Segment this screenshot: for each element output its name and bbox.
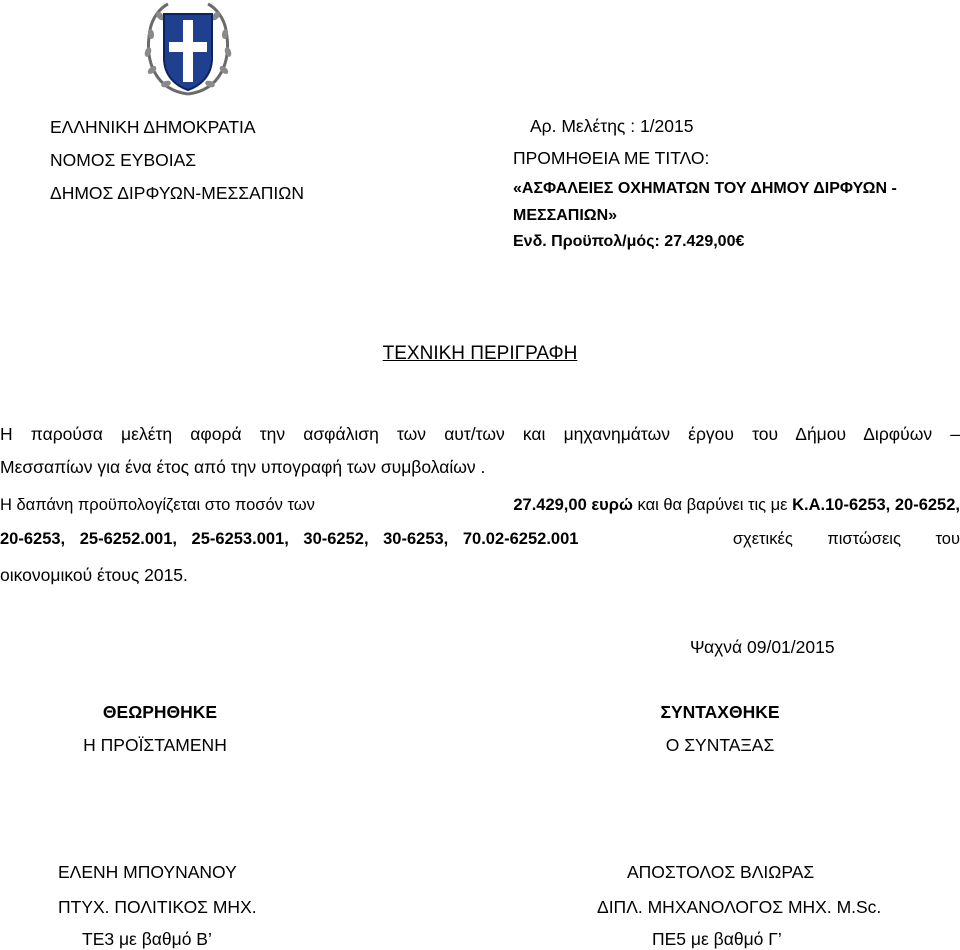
budget-codes-1: Κ.Α.10-6253, 20-6252, [792, 496, 960, 514]
expense-charge-text: και θα βαρύνει τις με [637, 496, 788, 514]
right-signature-name: ΑΠΟΣΤΟΛΟΣ ΒΛΙΩΡΑΣ [627, 862, 815, 882]
left-signature-heading: ΘΕΩΡΗΘΗΚΕ [102, 702, 218, 722]
credits-text: σχετικές πιστώσεις του [732, 530, 960, 548]
paragraph2-line2 [0, 522, 960, 556]
left-signature-role: Η ΠΡΟΪΣΤΑΜΕΝΗ [83, 735, 227, 755]
country-name: ΕΛΛΗΝΙΚΗ ΔΗΜΟΚΡΑΤΙΑ [50, 117, 256, 137]
paragraph2-line3: οικονομικού έτους 2015. [0, 565, 188, 585]
left-signature-title: ΠΤΥΧ. ΠΟΛΙΤΙΚΟΣ ΜΗΧ. [58, 897, 257, 917]
procurement-subject-line1: «ΑΣΦΑΛΕΙΕΣ ΟΧΗΜΑΤΩΝ ΤΟΥ ΔΗΜΟΥ ΔΙΡΦΥΩΝ - [513, 180, 897, 197]
right-signature-title: ΔΙΠΛ. ΜΗΧΑΝΟΛΟΓΟΣ ΜΗΧ. M.Sc. [597, 897, 882, 917]
left-signature-name: ΕΛΕΝΗ ΜΠΟΥΝΑΝΟΥ [58, 862, 237, 882]
paragraph2-line1 [0, 488, 960, 522]
paragraph1-line2: Μεσσαπίων για ένα έτος από την υπογραφή των συμβολαίων . [0, 457, 486, 477]
municipality-name: ΔΗΜΟΣ ΔΙΡΦΥΩΝ-ΜΕΣΣΑΠΙΩΝ [50, 183, 305, 203]
greek-coat-of-arms-icon [138, 0, 238, 100]
budget-codes-2: 20-6253, 25-6252.001, 25-6253.001, 30-6252, 30-6253, 70.02-6252.001 [0, 530, 579, 548]
estimated-budget: Ενδ. Προϋπολ/μός: 27.429,00€ [513, 233, 745, 250]
document-title: ΤΕΧΝΙΚΗ ΠΕΡΙΓΡΑΦΗ [382, 343, 578, 364]
place-date: Ψαχνά 09/01/2015 [690, 637, 835, 657]
procurement-subject-line2: ΜΕΣΣΑΠΙΩΝ» [513, 207, 618, 224]
procurement-label: ΠΡΟΜΗΘΕΙΑ ΜΕ ΤΙΤΛΟ: [513, 148, 710, 168]
paragraph1-line1: Η παρούσα μελέτη αφορά την ασφάλιση των αυτ/των και μηχανημάτων έργου του Δήμου Διρφύων – [0, 424, 960, 444]
expense-amount: 27.429,00 ευρώ [513, 496, 633, 514]
right-signature-grade: ΠΕ5 με βαθμό Γ’ [652, 929, 782, 949]
right-signature-heading: ΣΥΝΤΑΧΘΗΚΕ [660, 702, 780, 722]
left-signature-grade: ΤΕ3 με βαθμό Β’ [82, 929, 212, 949]
right-signature-role: Ο ΣΥΝΤΑΞΑΣ [665, 735, 775, 755]
expense-text: Η δαπάνη προϋπολογίζεται στο ποσόν των [0, 496, 315, 514]
prefecture-name: ΝΟΜΟΣ ΕΥΒΟΙΑΣ [50, 150, 197, 170]
study-number: Αρ. Μελέτης : 1/2015 [530, 116, 694, 136]
